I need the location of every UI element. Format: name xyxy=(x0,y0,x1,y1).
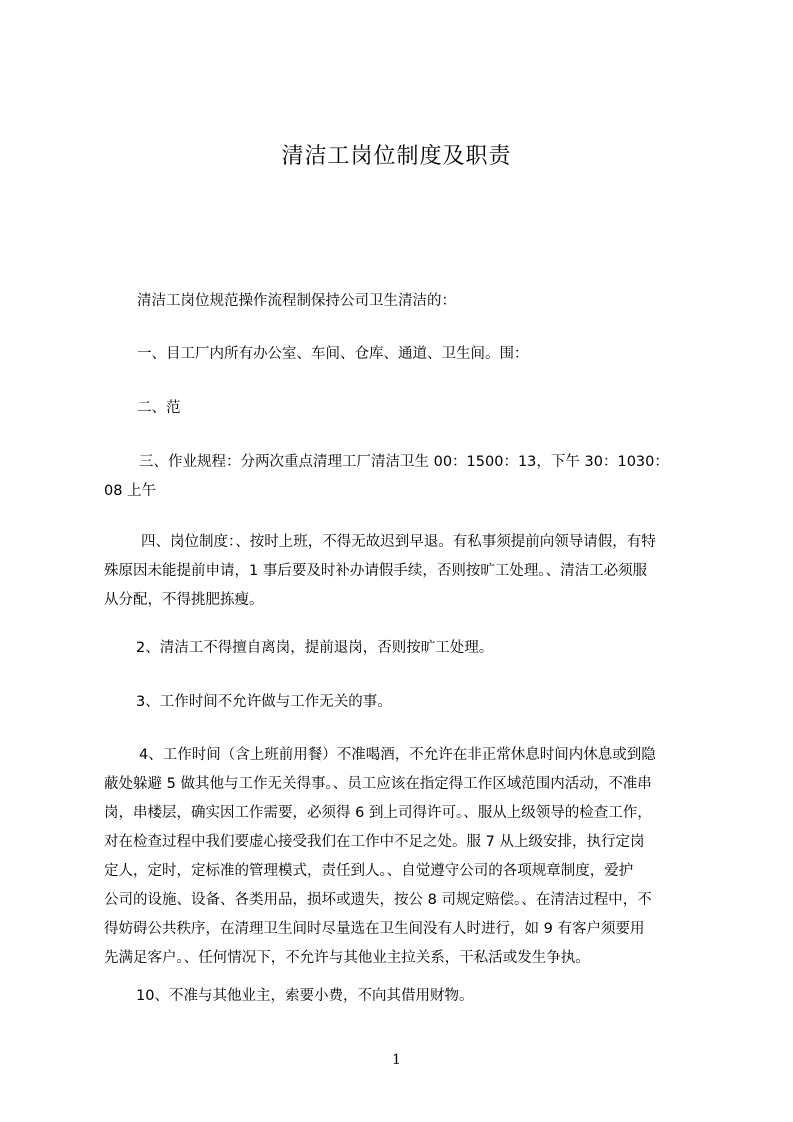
paragraph-line: 四、岗位制度：、按时上班，不得无故迟到早退。有私事须提前向领导请假，有特 xyxy=(141,534,656,550)
paragraph-line: 殊原因未能提前申请，1 事后要及时补办请假手续，否则按旷工处理。、清洁工必须服 xyxy=(104,563,648,579)
intro-paragraph: 清洁工岗位规范操作流程制保持公司卫生清洁的： xyxy=(137,293,456,309)
paragraph-line: 岗，串楼层，确实因工作需要，必须得 6 到上司得许可。、服从上级领导的检查工作， xyxy=(104,805,652,821)
item-no-unrelated-work: 3、工作时间不允许做与工作无关的事。 xyxy=(136,694,392,710)
item-no-tips: 10、不准与其他业主，索要小费，不向其借用财物。 xyxy=(136,988,474,1004)
document-title: 清洁工岗位制度及职责 xyxy=(281,144,512,169)
item-no-leaving-post: 2、清洁工不得擅自离岗，提前退岗，否则按旷工处理。 xyxy=(136,640,494,656)
item-scope: 一、目工厂内所有办公室、车间、仓库、通道、卫生间。围： xyxy=(137,346,529,362)
paragraph-line: 蔽处躲避 5 做其他与工作无关得事。、员工应该在指定得工作区域范围内活动，不准串 xyxy=(104,776,652,792)
page-number: 1 xyxy=(392,1052,401,1068)
paragraph-line: 08 上午 xyxy=(104,483,157,499)
item-range: 二、范 xyxy=(137,400,181,416)
paragraph-line: 4、工作时间（含上班前用餐）不准喝酒，不允许在非正常休息时间内休息或到隐 xyxy=(139,747,656,763)
paragraph-line: 定人，定时，定标准的管理模式，责任到人。、自觉遵守公司的各项规章制度，爱护 xyxy=(104,863,634,879)
paragraph-line: 三、作业规程：分两次重点清理工厂清洁卫生 00：1500：13，下午 30：1030： xyxy=(139,454,669,470)
paragraph-line: 先满足客户。、任何情况下，不允许与其他业主拉关系，干私活或发生争执。 xyxy=(104,950,590,966)
paragraph-line: 公司的设施、设备、各类用品，损坏或遗失，按公 8 司规定赔偿。、在清洁过程中，不 xyxy=(104,892,652,908)
item-work-rules xyxy=(104,741,720,973)
item-post-system xyxy=(104,528,720,615)
paragraph-line: 对在检查过程中我们要虚心接受我们在工作中不足之处。服 7 从上级安排，执行定岗 xyxy=(104,834,645,850)
paragraph-line: 得妨碍公共秩序，在清理卫生间时尽量选在卫生间没有人时进行，如 9 有客户须要用 xyxy=(104,921,645,937)
paragraph-line: 从分配，不得挑肥拣瘦。 xyxy=(104,592,264,608)
item-work-procedure xyxy=(104,448,720,506)
